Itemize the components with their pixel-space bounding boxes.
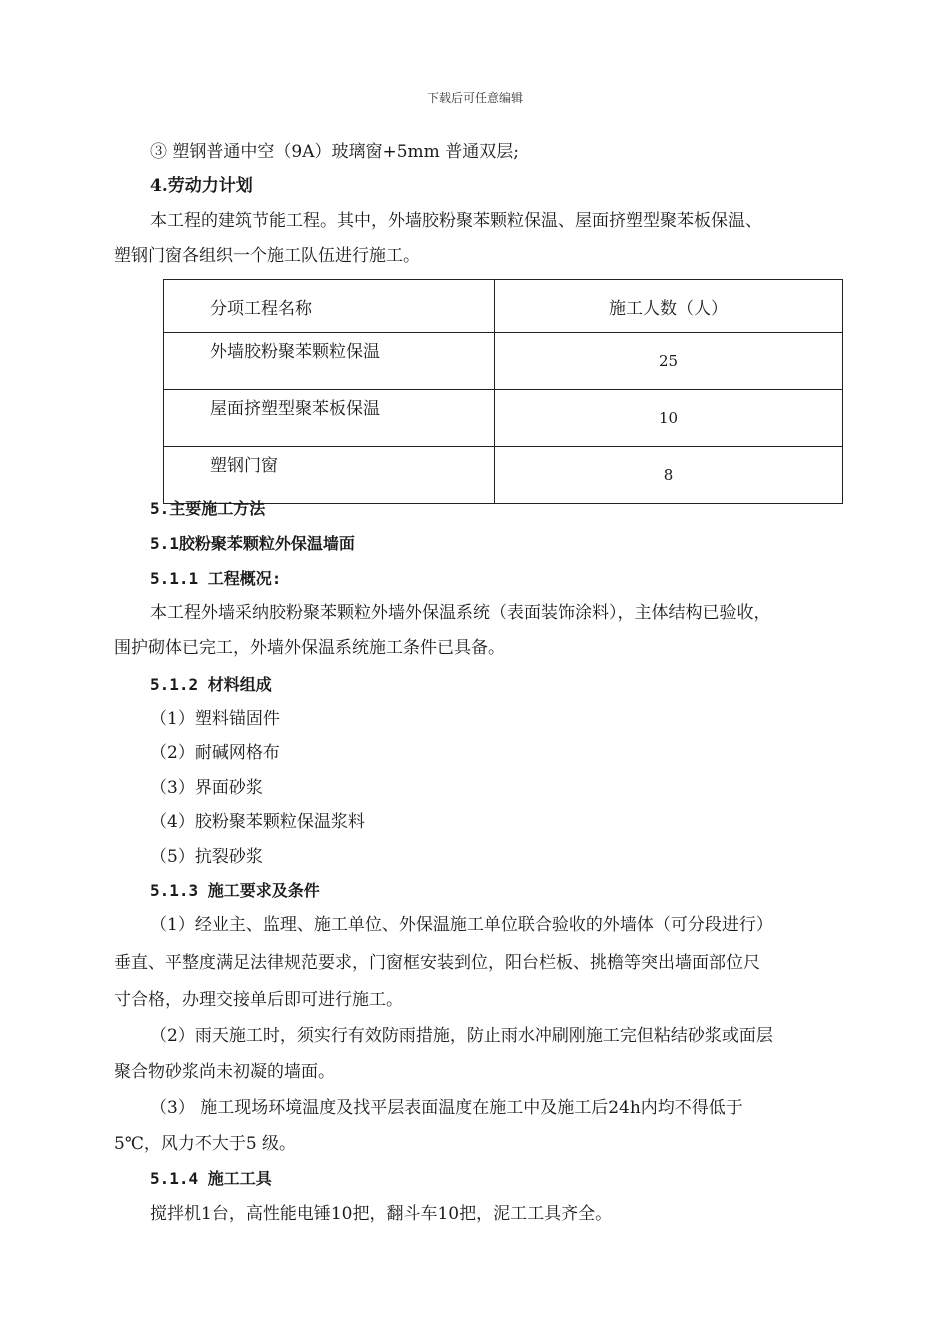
table-cell: 外墙胶粉聚苯颗粒保温 [164, 333, 495, 390]
paragraph-line: 搅拌机1台，高性能电锤10把，翻斗车10把，泥工工具齐全。 [150, 1204, 613, 1224]
list-item: （3）界面砂浆 [150, 778, 263, 798]
paragraph-line: 本工程外墙采纳胶粉聚苯颗粒外墙外保温系统（表面装饰涂料），主体结构已验收， [150, 603, 771, 623]
paragraph-line: （1）经业主、监理、施工单位、外保温施工单位联合验收的外墙体（可分段进行） [150, 915, 773, 935]
section-heading-methods: 5.主要施工方法 [150, 499, 266, 518]
table-header-cell: 分项工程名称 [164, 280, 495, 333]
labor-table [163, 279, 843, 504]
subsection-heading: 5.1.3 施工要求及条件 [150, 881, 320, 900]
table-row [164, 333, 843, 390]
paragraph-line: 寸合格，办理交接单后即可进行施工。 [114, 990, 403, 1010]
paragraph-line: 5℃，风力不大于5 级。 [114, 1134, 297, 1154]
table-row [164, 390, 843, 447]
page-header: 下载后可任意编辑 [426, 91, 523, 105]
paragraph-line: 围护砌体已完工，外墙外保温系统施工条件已具备。 [114, 638, 505, 658]
paragraph-line: 本工程的建筑节能工程。其中，外墙胶粉聚苯颗粒保温、屋面挤塑型聚苯板保温、 [150, 211, 762, 231]
subsection-heading: 5.1胶粉聚苯颗粒外保温墙面 [150, 534, 355, 553]
list-item: （2）耐碱网格布 [150, 743, 280, 763]
list-item: （5）抗裂砂浆 [150, 847, 263, 867]
paragraph-line: （3） 施工现场环境温度及找平层表面温度在施工中及施工后24h内均不得低于 [150, 1098, 743, 1118]
table-cell: 塑钢门窗 [164, 447, 495, 504]
table-row [164, 447, 843, 504]
paragraph-line: 垂直、平整度满足法律规范要求，门窗框安装到位，阳台栏板、挑檐等突出墙面部位尺 [114, 953, 760, 973]
table-cell: 屋面挤塑型聚苯板保温 [164, 390, 495, 447]
subsection-heading: 5.1.1 工程概况: [150, 569, 282, 588]
section-heading-labor: 4.劳动力计划 [150, 176, 253, 196]
paragraph-line: （2）雨天施工时，须实行有效防雨措施，防止雨水冲刷刚施工完但粘结砂浆或面层 [150, 1026, 773, 1046]
subsection-heading: 5.1.4 施工工具 [150, 1169, 272, 1188]
list-item: （4）胶粉聚苯颗粒保温浆料 [150, 812, 365, 832]
paragraph-line: 聚合物砂浆尚未初凝的墙面。 [114, 1062, 335, 1082]
table-cell: 25 [495, 333, 843, 390]
table-cell: 10 [495, 390, 843, 447]
list-item: （1）塑料锚固件 [150, 709, 280, 729]
window-spec-line: ③ 塑钢普通中空（9A）玻璃窗+5mm 普通双层; [150, 142, 519, 162]
table-header-row [164, 280, 843, 333]
table-cell: 8 [495, 447, 843, 504]
table-header-cell: 施工人数（人） [495, 280, 843, 333]
subsection-heading: 5.1.2 材料组成 [150, 675, 272, 694]
paragraph-line: 塑钢门窗各组织一个施工队伍进行施工。 [114, 246, 420, 266]
